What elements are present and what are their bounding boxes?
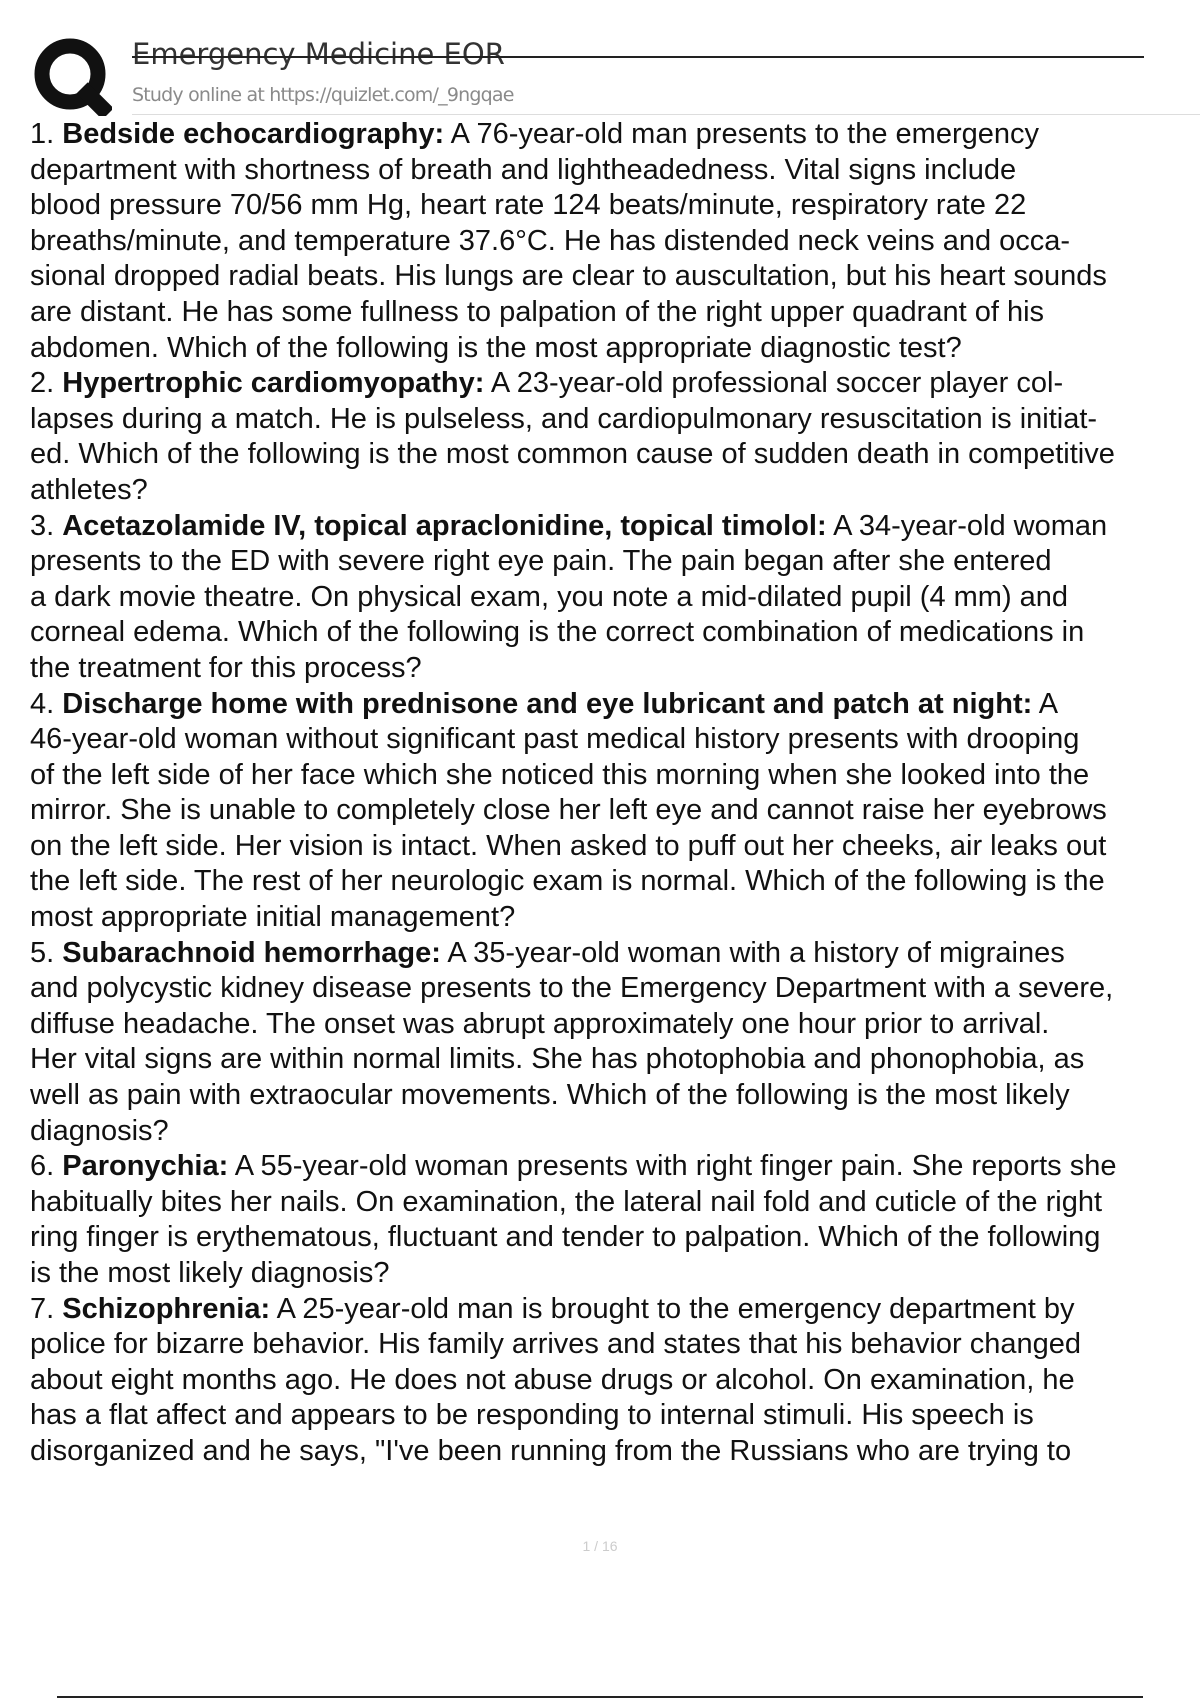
card-definition-text: is the most likely diagnosis? <box>30 1257 390 1289</box>
card-definition-text: athletes? <box>30 473 148 506</box>
card-definition-text: Her vital signs are within normal limits. She has photophobia and phonophobia, as <box>30 1043 1085 1076</box>
card-definition-text: blood pressure 70/56 mm Hg, heart rate 124 beats/minute, respiratory rate 22 <box>30 189 1027 222</box>
card-definition-text: diagnosis? <box>30 1114 169 1147</box>
card-line <box>30 793 1200 829</box>
card-line <box>30 437 1200 473</box>
card-line <box>30 615 1200 651</box>
card-line <box>30 117 1200 153</box>
card-line <box>30 1007 1200 1043</box>
flashcard-item <box>30 366 1200 508</box>
card-line <box>30 1256 1200 1292</box>
flashcard-list <box>30 117 1200 1467</box>
card-line <box>30 509 1200 545</box>
card-number: 4. <box>30 687 55 720</box>
card-line <box>30 402 1200 438</box>
footer-divider <box>57 1696 1143 1698</box>
card-definition-text: habitually bites her nails. On examination, the lateral nail fold and cuticle of the right <box>30 1185 1103 1218</box>
card-line <box>30 1114 1200 1150</box>
card-line <box>30 1078 1200 1114</box>
card-definition-text: lapses during a match. He is pulseless, and cardiopulmonary resuscitation is initiat- <box>30 402 1098 435</box>
flashcard-item <box>30 687 1200 936</box>
card-definition-text: on the left side. Her vision is intact. When asked to puff out her cheeks, air leaks out <box>30 829 1107 862</box>
card-definition-text: are distant. He has some fullness to palpation of the right upper quadrant of his <box>30 295 1045 328</box>
card-definition-text: presents to the ED with severe right eye pain. The pain began after she entered <box>30 545 1052 578</box>
card-line <box>30 188 1200 224</box>
card-definition-text: A 23-year-old professional soccer player col- <box>484 367 1064 400</box>
flashcard-item <box>30 1149 1200 1291</box>
header-divider <box>132 114 1200 115</box>
card-line <box>30 1363 1200 1399</box>
title-divider <box>132 56 1144 58</box>
card-line <box>30 864 1200 900</box>
card-definition-text: of the left side of her face which she noticed this morning when she looked into the <box>30 758 1090 791</box>
card-line <box>30 259 1200 295</box>
card-definition-text: ed. Which of the following is the most common cause of sudden death in competitive <box>30 438 1115 471</box>
card-term: Bedside echocardiography: <box>62 118 445 150</box>
card-line <box>30 1327 1200 1363</box>
card-line <box>30 936 1200 972</box>
card-line <box>30 722 1200 758</box>
card-line <box>30 1042 1200 1078</box>
card-line <box>30 651 1200 687</box>
flashcard-item <box>30 936 1200 1150</box>
card-term: Hypertrophic cardiomyopathy: <box>62 367 485 400</box>
flashcard-item <box>30 117 1200 366</box>
card-number: 1. <box>30 118 55 150</box>
flashcard-item <box>30 1292 1200 1467</box>
card-line <box>30 1434 1200 1467</box>
card-definition-text: police for bizarre behavior. His family arrives and states that his behavior changed <box>30 1328 1081 1361</box>
card-definition-text: disorganized and he says, "I've been running from the Russians who are trying to <box>30 1434 1072 1467</box>
card-term: Acetazolamide IV, topical apraclonidine, topical timolol: <box>62 509 827 542</box>
quizlet-logo-icon <box>32 36 112 116</box>
card-line <box>30 1185 1200 1221</box>
card-definition-text: A 55-year-old woman presents with right finger pain. She reports she <box>228 1150 1117 1183</box>
card-definition-text: abdomen. Which of the following is the most appropriate diagnostic test? <box>30 331 962 364</box>
card-line <box>30 829 1200 865</box>
card-line <box>30 473 1200 509</box>
card-line <box>30 1220 1200 1256</box>
card-line <box>30 580 1200 616</box>
card-definition-text: breaths/minute, and temperature 37.6°C. He has distended neck veins and occa- <box>30 224 1071 257</box>
card-definition-text: A 25-year-old man is brought to the emergency department by <box>270 1292 1075 1325</box>
card-line <box>30 687 1200 723</box>
page-number: 1 / 16 <box>582 1538 618 1554</box>
card-definition-text: and polycystic kidney disease presents to the Emergency Department with a severe, <box>30 972 1114 1005</box>
card-number: 7. <box>30 1292 55 1325</box>
card-number: 3. <box>30 509 55 542</box>
card-term: Paronychia: <box>62 1150 229 1183</box>
card-line <box>30 295 1200 331</box>
card-line <box>30 544 1200 580</box>
card-line <box>30 1398 1200 1434</box>
card-line <box>30 758 1200 794</box>
card-line <box>30 153 1200 189</box>
card-definition-text: A 76-year-old man presents to the emergency <box>444 118 1040 150</box>
card-definition-text: A 34-year-old woman <box>826 509 1108 542</box>
card-definition-text: A 35-year-old woman with a history of migraines <box>440 936 1065 969</box>
card-definition-text: has a flat affect and appears to be responding to internal stimuli. His speech is <box>30 1399 1034 1432</box>
card-line <box>30 1292 1200 1328</box>
study-online-link[interactable]: Study online at https://quizlet.com/_9ngqae <box>132 84 514 106</box>
card-definition-text: sional dropped radial beats. His lungs are clear to auscultation, but his heart sounds <box>30 260 1107 293</box>
card-definition-text: the left side. The rest of her neurologic exam is normal. Which of the following is the <box>30 865 1105 898</box>
card-definition-text: mirror. She is unable to completely close her left eye and cannot raise her eyebrows <box>30 794 1107 827</box>
card-term: Discharge home with prednisone and eye lubricant and patch at night: <box>62 687 1033 720</box>
document-title: Emergency Medicine EOR <box>132 37 505 71</box>
card-definition-text: 46-year-old woman without significant past medical history presents with drooping <box>30 723 1080 756</box>
card-definition-text: the treatment for this process? <box>30 651 422 684</box>
card-line <box>30 900 1200 936</box>
card-line <box>30 1149 1200 1185</box>
card-line <box>30 971 1200 1007</box>
card-line <box>30 366 1200 402</box>
card-definition-text: diffuse headache. The onset was abrupt approximately one hour prior to arrival. <box>30 1007 1050 1040</box>
card-number: 5. <box>30 936 55 969</box>
card-definition-text: corneal edema. Which of the following is the correct combination of medications in <box>30 616 1085 649</box>
card-definition-text: a dark movie theatre. On physical exam, you note a mid-dilated pupil (4 mm) and <box>30 580 1069 613</box>
card-line <box>30 331 1200 367</box>
card-definition-text: A <box>1032 687 1059 720</box>
card-line <box>30 224 1200 260</box>
card-definition-text: about eight months ago. He does not abuse drugs or alcohol. On examination, he <box>30 1363 1075 1396</box>
card-definition-text: well as pain with extraocular movements. Which of the following is the most likely <box>30 1079 1070 1112</box>
card-definition-text: department with shortness of breath and lightheadedness. Vital signs include <box>30 153 1017 186</box>
card-term: Schizophrenia: <box>62 1292 271 1325</box>
card-definition-text: ring finger is erythematous, fluctuant and tender to palpation. Which of the following <box>30 1221 1101 1254</box>
flashcard-item <box>30 509 1200 687</box>
card-definition-text: most appropriate initial management? <box>30 901 516 934</box>
card-term: Subarachnoid hemorrhage: <box>62 936 441 969</box>
card-number: 2. <box>30 367 55 400</box>
card-number: 6. <box>30 1150 55 1183</box>
